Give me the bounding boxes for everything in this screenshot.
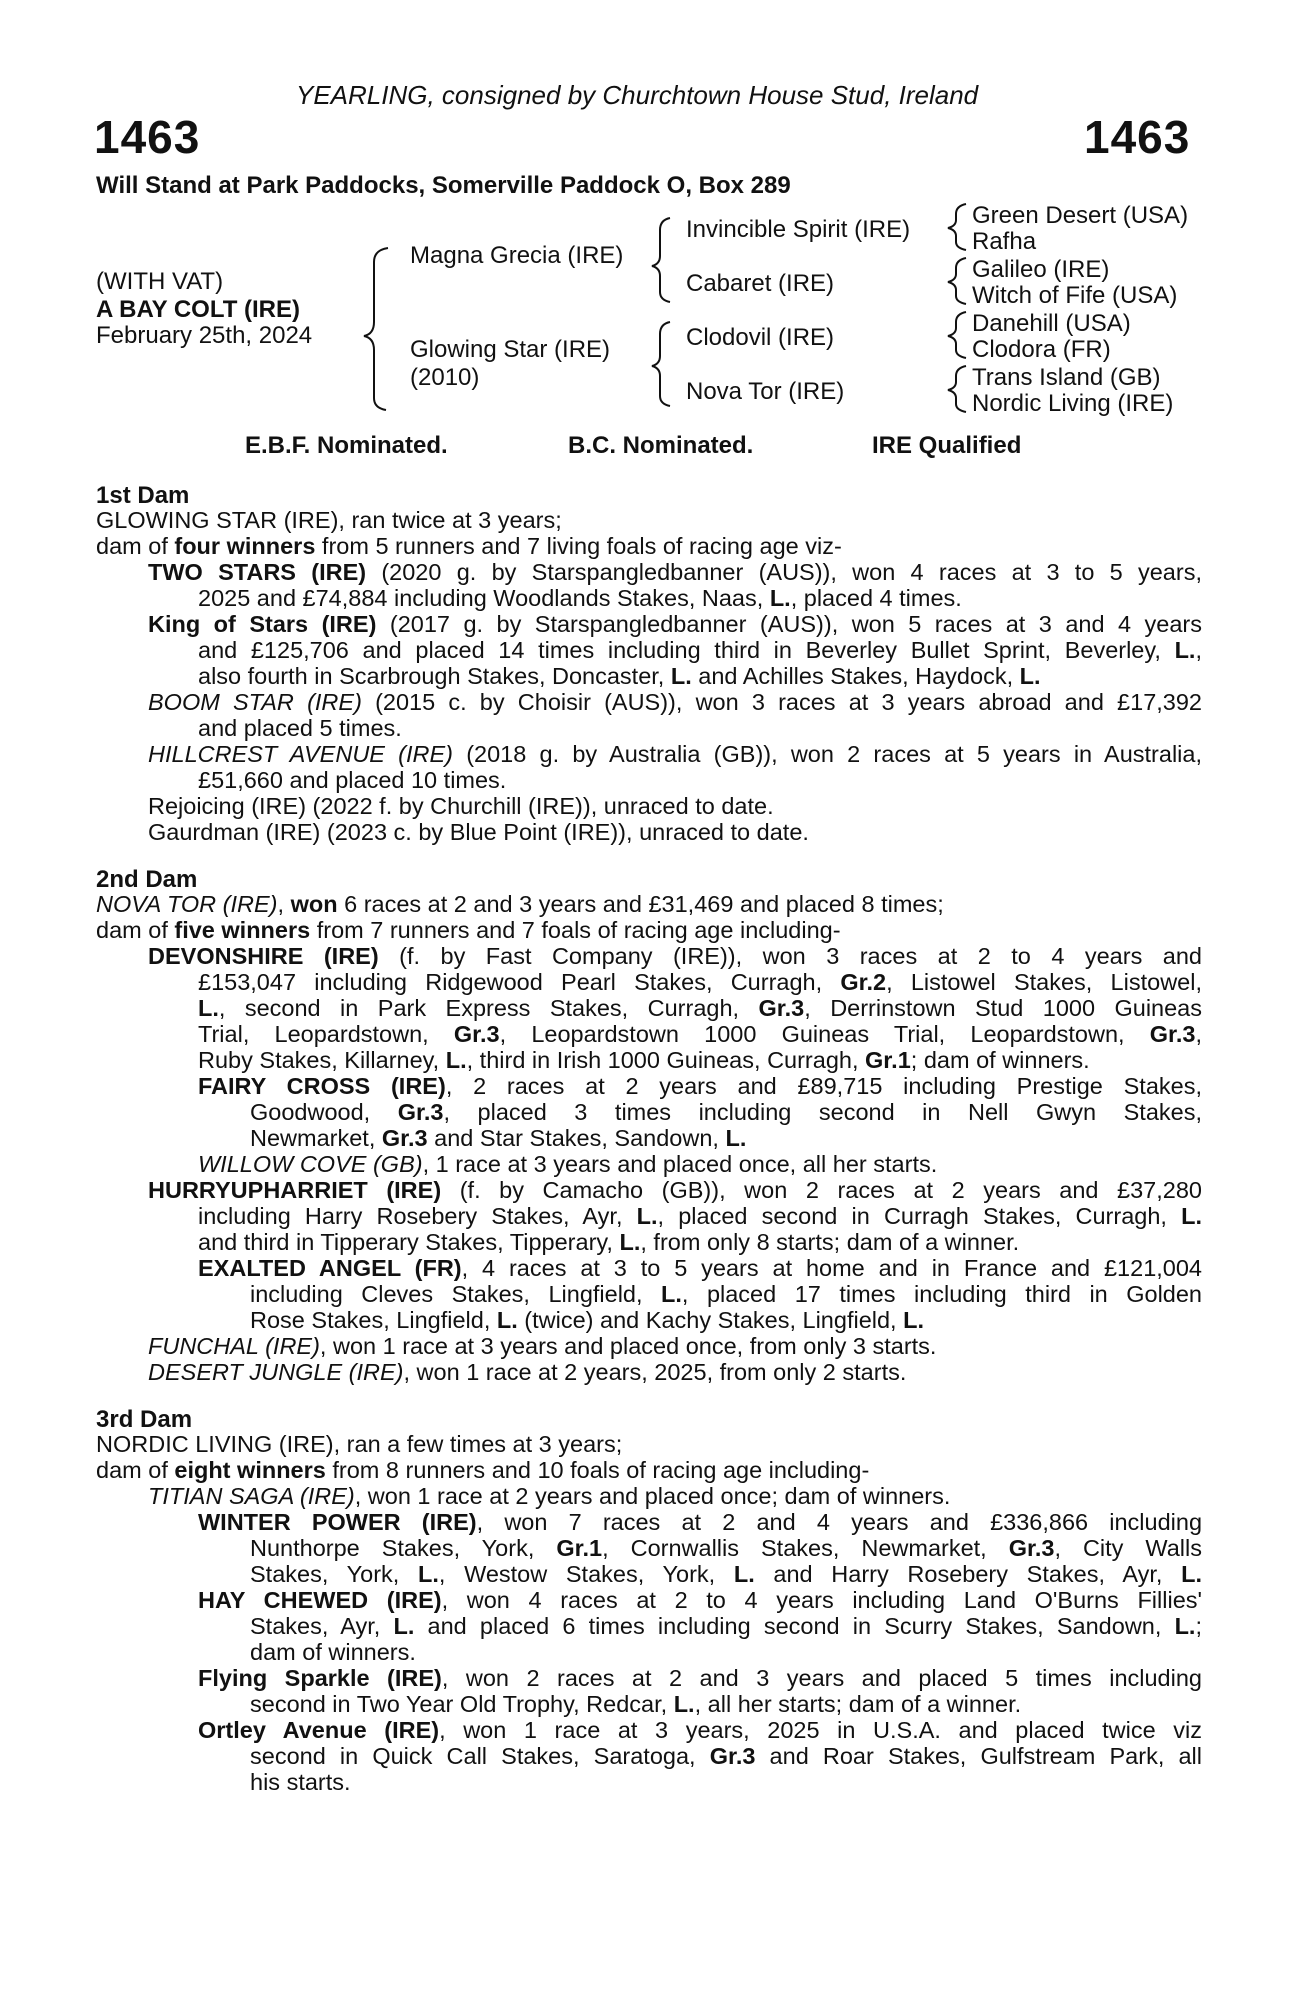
dam3-hay-chewed-3: dam of winners.: [250, 1639, 416, 1665]
gg-8: Nordic Living (IRE): [972, 390, 1174, 417]
dam2-devonshire-4: Trial, Leopardstown, Gr.3, Leopardstown 1000 Guineas Trial, Leopardstown, Gr.3,: [198, 1021, 1202, 1047]
dam2-exalted-angel-2: including Cleves Stakes, Lingfield, L., placed 17 times including third in Golden: [250, 1281, 1203, 1307]
dam3-ortley-avenue-1: Ortley Avenue (IRE), won 1 race at 3 years, 2025 in U.S.A. and placed twice viz: [198, 1717, 1202, 1743]
dam1-produce-two-stars: TWO STARS (IRE) (2020 g. by Starspangledbanner (AUS)), won 4 races at 3 to 5 years,: [148, 559, 1202, 585]
ire-qualified: IRE Qualified: [872, 432, 1022, 459]
dam1-produce-king-of-stars: King of Stars (IRE) (2017 g. by Starspangledbanner (AUS)), won 5 races at 3 and 4 years: [148, 611, 1202, 637]
gg-5: Danehill (USA): [972, 310, 1131, 337]
section-1st-dam: 1st Dam: [96, 482, 190, 509]
dam1-produce-king-of-stars-cont1: and £125,706 and placed 14 times including third in Beverley Bullet Sprint, Beverley, L.,: [198, 637, 1202, 663]
dam2-fairy-cross-2: Goodwood, Gr.3, placed 3 times including second in Nell Gwyn Stakes,: [250, 1099, 1202, 1125]
dam2-devonshire-2: £153,047 including Ridgewood Pearl Stakes, Curragh, Gr.2, Listowel Stakes, Listowel,: [198, 969, 1202, 995]
dam2-devonshire-1: DEVONSHIRE (IRE) (f. by Fast Company (IRE)), won 3 races at 2 to 4 years and: [148, 943, 1202, 969]
stand-location: Will Stand at Park Paddocks, Somerville Paddock O, Box 289: [96, 172, 791, 199]
brace-sire: [652, 218, 670, 302]
dam1-line-2: dam of four winners from 5 runners and 7 living foals of racing age viz-: [96, 533, 842, 559]
dam2-line-2: dam of five winners from 7 runners and 7 foals of racing age including-: [96, 917, 841, 943]
brace-main: [364, 248, 388, 410]
dam2-devonshire-5: Ruby Stakes, Killarney, L., third in Irish 1000 Guineas, Curragh, Gr.1; dam of winners.: [198, 1047, 1090, 1073]
dam1-line-1: GLOWING STAR (IRE), ran twice at 3 years;: [96, 507, 562, 533]
dam2-exalted-angel-3: Rose Stakes, Lingfield, L. (twice) and Kachy Stakes, Lingfield, L.: [250, 1307, 925, 1333]
dam1-produce-gaurdman: Gaurdman (IRE) (2023 c. by Blue Point (IRE)), unraced to date.: [148, 819, 809, 845]
dam-dam: Nova Tor (IRE): [686, 378, 845, 405]
produce-name: TWO STARS (IRE): [148, 559, 367, 585]
dam2-desert-jungle: DESERT JUNGLE (IRE), won 1 race at 2 years, 2025, from only 2 starts.: [148, 1359, 907, 1385]
dam3-line-1: NORDIC LIVING (IRE), ran a few times at 3 years;: [96, 1431, 623, 1457]
dam2-hurryupharriet-1: HURRYUPHARRIET (IRE) (f. by Camacho (GB)), won 2 races at 2 years and £37,280: [148, 1177, 1202, 1203]
brace-gg1: [948, 204, 966, 250]
dam3-ortley-avenue-2: second in Quick Call Stakes, Saratoga, Gr.3 and Roar Stakes, Gulfstream Park, all: [250, 1743, 1202, 1769]
dam2-devonshire-3: L., second in Park Express Stakes, Curragh, Gr.3, Derrinstown Stud 1000 Guineas: [198, 995, 1202, 1021]
dam1-produce-king-of-stars-cont2: also fourth in Scarbrough Stakes, Doncaster, L. and Achilles Stakes, Haydock, L.: [198, 663, 1041, 689]
dam2-line-1: NOVA TOR (IRE), won 6 races at 2 and 3 years and £31,469 and placed 8 times;: [96, 891, 944, 917]
gg-6: Clodora (FR): [972, 336, 1111, 363]
dam3-winter-power-3: Stakes, York, L., Westow Stakes, York, L. and Harry Rosebery Stakes, Ayr, L.: [250, 1561, 1202, 1587]
dam3-winter-power-2: Nunthorpe Stakes, York, Gr.1, Cornwallis Stakes, Newmarket, Gr.3, City Walls: [250, 1535, 1202, 1561]
ebf-nominated: E.B.F. Nominated.: [245, 432, 448, 459]
brace-gg2: [948, 258, 966, 304]
consignment-line: YEARLING, consigned by Churchtown House Stud, Ireland: [296, 80, 979, 110]
dam3-hay-chewed-1: HAY CHEWED (IRE), won 4 races at 2 to 4 years including Land O'Burns Fillies': [198, 1587, 1202, 1613]
horse-name: A BAY COLT (IRE): [96, 296, 301, 323]
dam2-exalted-angel-1: EXALTED ANGEL (FR), 4 races at 3 to 5 years at home and in France and £121,004: [198, 1255, 1202, 1281]
dam2-fairy-cross-3: Newmarket, Gr.3 and Star Stakes, Sandown, L.: [250, 1125, 747, 1151]
vat-note: (WITH VAT): [96, 268, 224, 295]
dam2-willow-cove: WILLOW COVE (GB), 1 race at 3 years and placed once, all her starts.: [198, 1151, 938, 1177]
dam2-hurryupharriet-2: including Harry Rosebery Stakes, Ayr, L., placed second in Curragh Stakes, Curragh, L.: [198, 1203, 1202, 1229]
brace-dam: [652, 322, 670, 406]
dam-sire: Clodovil (IRE): [686, 324, 835, 351]
dam-year: (2010): [410, 364, 480, 391]
dam3-ortley-avenue-3: his starts.: [250, 1769, 351, 1795]
brace-gg4: [948, 366, 966, 412]
dam1-produce-rejoicing: Rejoicing (IRE) (2022 f. by Churchill (IRE)), unraced to date.: [148, 793, 774, 819]
lot-number-left: 1463: [94, 111, 201, 163]
section-2nd-dam: 2nd Dam: [96, 866, 198, 893]
dam3-flying-sparkle-1: Flying Sparkle (IRE), won 2 races at 2 and 3 years and placed 5 times including: [198, 1665, 1202, 1691]
sire: Magna Grecia (IRE): [410, 242, 624, 269]
brace-gg3: [948, 312, 966, 358]
horse-dob: February 25th, 2024: [96, 322, 313, 349]
dam3-line-2: dam of eight winners from 8 runners and 10 foals of racing age including-: [96, 1457, 870, 1483]
dam2-fairy-cross-1: FAIRY CROSS (IRE), 2 races at 2 years and £89,715 including Prestige Stakes,: [198, 1073, 1202, 1099]
section-3rd-dam: 3rd Dam: [96, 1406, 193, 1433]
dam3-titian-saga: TITIAN SAGA (IRE), won 1 race at 2 years and placed once; dam of winners.: [148, 1483, 951, 1509]
dam2-hurryupharriet-3: and third in Tipperary Stakes, Tipperary, L., from only 8 starts; dam of a winner.: [198, 1229, 1020, 1255]
dam2-funchal: FUNCHAL (IRE), won 1 race at 3 years and placed once, from only 3 starts.: [148, 1333, 937, 1359]
gg-4: Witch of Fife (USA): [972, 282, 1178, 309]
gg-2: Rafha: [972, 228, 1037, 255]
dam3-winter-power-1: WINTER POWER (IRE), won 7 races at 2 and 4 years and £336,866 including: [198, 1509, 1203, 1535]
gg-7: Trans Island (GB): [972, 364, 1161, 391]
sire-dam: Cabaret (IRE): [686, 270, 835, 297]
gg-3: Galileo (IRE): [972, 256, 1110, 283]
sire-sire: Invincible Spirit (IRE): [686, 216, 911, 243]
dam3-hay-chewed-2: Stakes, Ayr, L. and placed 6 times including second in Scurry Stakes, Sandown, L.;: [250, 1613, 1202, 1639]
dam1-produce-hillcrest-cont: £51,660 and placed 10 times.: [198, 767, 507, 793]
lot-number-right: 1463: [1084, 111, 1191, 163]
dam1-produce-boom-star: BOOM STAR (IRE) (2015 c. by Choisir (AUS)), won 3 races at 3 years abroad and £17,392: [148, 689, 1203, 715]
dam1-produce-hillcrest: HILLCREST AVENUE (IRE) (2018 g. by Australia (GB)), won 2 races at 5 years in Australia,: [148, 741, 1202, 767]
dam1-produce-boom-star-cont: and placed 5 times.: [198, 715, 402, 741]
dam-name: Glowing Star (IRE): [410, 336, 611, 363]
dam1-produce-two-stars-cont: 2025 and £74,884 including Woodlands Stakes, Naas, L., placed 4 times.: [198, 585, 962, 611]
bc-nominated: B.C. Nominated.: [568, 432, 754, 459]
gg-1: Green Desert (USA): [972, 202, 1189, 229]
dam3-flying-sparkle-2: second in Two Year Old Trophy, Redcar, L., all her starts; dam of a winner.: [250, 1691, 1022, 1717]
